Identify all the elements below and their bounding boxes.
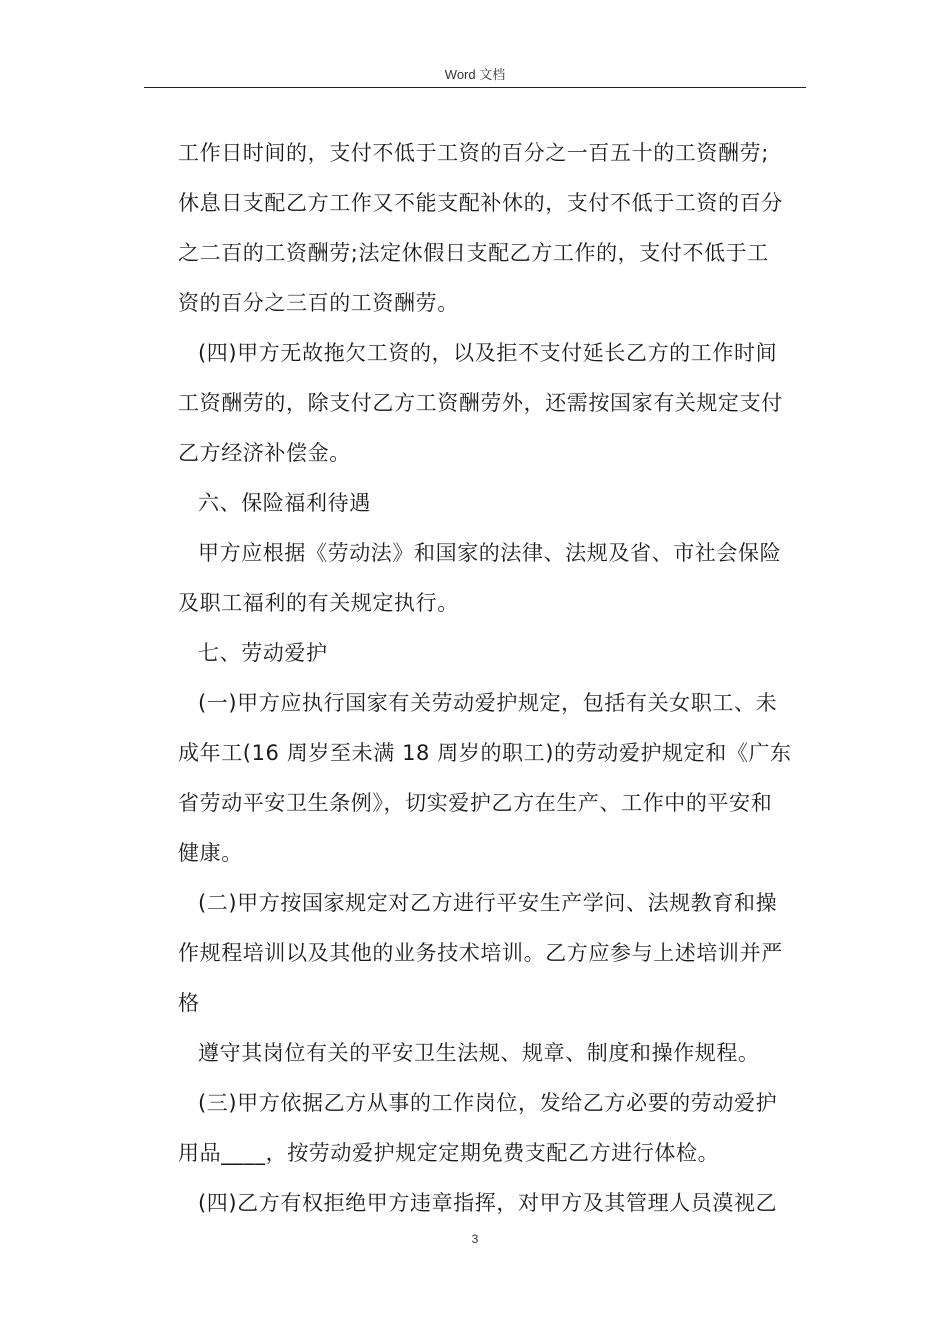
text-line: 工资酬劳的，除支付乙方工资酬劳外，还需按国家有关规定支付 bbox=[178, 391, 783, 415]
text-line: 乙方经济补偿金。 bbox=[178, 441, 351, 465]
text-line: (一)甲方应执行国家有关劳动爱护规定，包括有关女职工、未 bbox=[198, 691, 778, 715]
text-line: 及职工福利的有关规定执行。 bbox=[178, 591, 459, 615]
text-line: 用品____，按劳动爱护规定定期免费支配乙方进行体检。 bbox=[178, 1141, 720, 1165]
text-line: 工作日时间的，支付不低于工资的百分之一百五十的工资酬劳; bbox=[178, 141, 769, 165]
text-line: (三)甲方依据乙方从事的工作岗位，发给乙方必要的劳动爱护 bbox=[198, 1091, 778, 1115]
text-line: 格 bbox=[178, 991, 200, 1015]
text-line: 七、劳动爱护 bbox=[198, 641, 328, 665]
text-line: 甲方应根据《劳动法》和国家的法律、法规及省、市社会保险 bbox=[198, 541, 782, 565]
text-line: (四)乙方有权拒绝甲方违章指挥，对甲方及其管理人员漠视乙 bbox=[198, 1191, 778, 1215]
text-line: 六、保险福利待遇 bbox=[198, 491, 371, 515]
text-line: (二)甲方按国家规定对乙方进行平安生产学问、法规教育和操 bbox=[198, 891, 778, 915]
text-line: 作规程培训以及其他的业务技术培训。乙方应参与上述培训并严 bbox=[178, 941, 783, 965]
document-body bbox=[178, 128, 818, 1228]
text-line: 休息日支配乙方工作又不能支配补休的，支付不低于工资的百分 bbox=[178, 191, 783, 215]
text-line: 健康。 bbox=[178, 841, 243, 865]
text-line: 遵守其岗位有关的平安卫生法规、规章、制度和操作规程。 bbox=[198, 1041, 760, 1065]
page-number: 3 bbox=[471, 1232, 479, 1246]
text-line: 资的百分之三百的工资酬劳。 bbox=[178, 291, 459, 315]
header-divider bbox=[144, 87, 806, 88]
text-line: 成年工(16 周岁至未满 18 周岁的职工)的劳动爱护规定和《广东 bbox=[178, 741, 792, 765]
text-line: 之二百的工资酬劳;法定休假日支配乙方工作的，支付不低于工 bbox=[178, 241, 769, 265]
text-line: 省劳动平安卫生条例》，切实爱护乙方在生产、工作中的平安和 bbox=[178, 791, 773, 815]
text-line: (四)甲方无故拖欠工资的，以及拒不支付延长乙方的工作时间 bbox=[198, 341, 778, 365]
document-header-title: Word 文档 bbox=[444, 67, 506, 82]
